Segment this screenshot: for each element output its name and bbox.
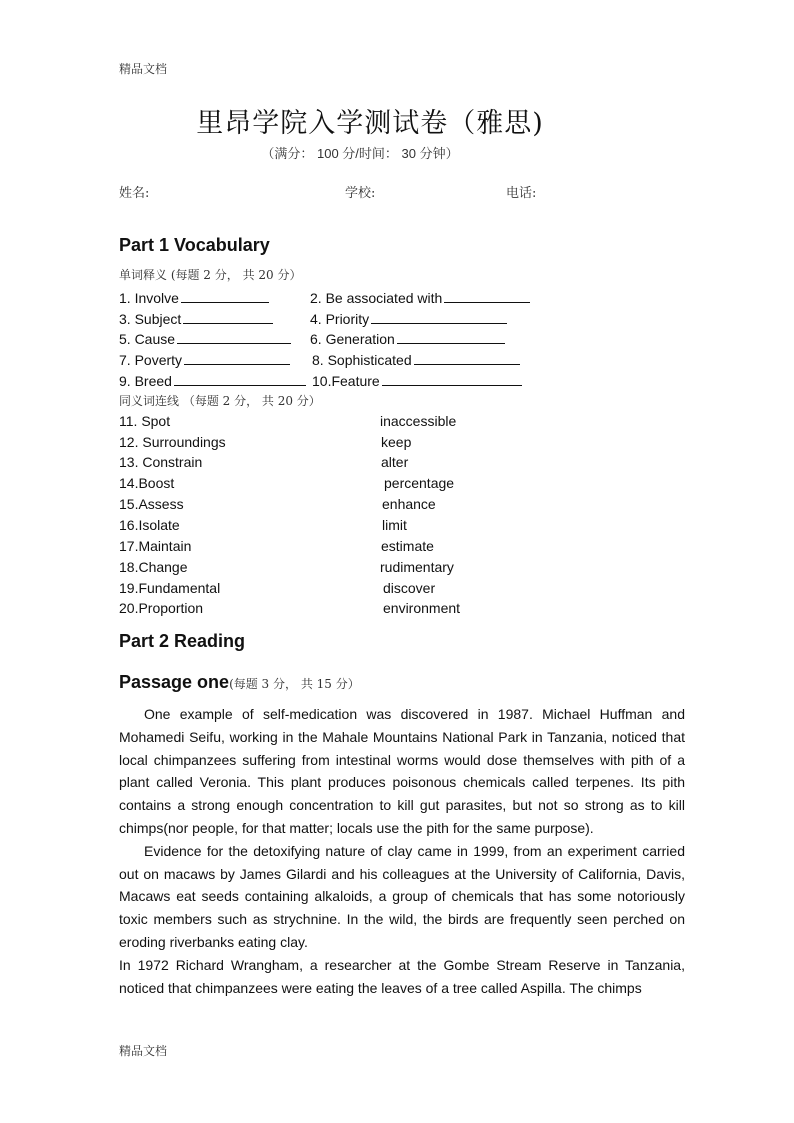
phone-field-label: 电话:	[506, 186, 537, 201]
page-title: 里昂学院入学测试卷（雅思)	[196, 108, 544, 139]
synonym-right: inaccessible	[380, 413, 457, 429]
synonym-right: keep	[381, 434, 412, 450]
part2-heading: Part 2 Reading	[119, 631, 246, 651]
synonym-left: 20.Proportion	[119, 600, 204, 616]
synonym-left: 19.Fundamental	[119, 580, 221, 596]
definition-item: 1. Involve	[119, 288, 269, 306]
synonym-right: enhance	[382, 496, 436, 512]
passage-paragraph: One example of self-medication was discovered in 1987. Michael Huffman and Mohamedi Seifu, working in the Mahale Mountains National Park in Tanzania, noticed that local chimpanzees suffering from intestinal worms would dose themselves with pith of a plant called Veronia. This plant produces poisonous chemicals called terpenes. Its pith contains a strong enough concentration to kill gut parasites, but not so strong as to kill chimps(nor people, for that matter; locals use the pith for the same purpose).	[119, 706, 685, 836]
page-subtitle: （满分： 100 分/时间： 30 分钟）	[261, 146, 459, 161]
synonym-right: environment	[383, 600, 461, 616]
definition-item: 7. Poverty	[119, 350, 290, 368]
passage-title: Passage one	[119, 672, 230, 692]
definition-item: 8. Sophisticated	[312, 350, 520, 368]
passage-paragraph: In 1972 Richard Wrangham, a researcher at the Gombe Stream Reserve in Tanzania, noticed that chimpanzees were eating the leaves of a tree called Aspilla. The chimps	[119, 956, 685, 996]
synonym-right: estimate	[381, 538, 434, 554]
synonyms-note: 同义词连线 （每题 2 分， 共 20 分）	[119, 394, 321, 408]
synonym-left: 12. Surroundings	[119, 434, 226, 450]
synonym-left: 16.Isolate	[119, 517, 180, 533]
synonym-right: limit	[382, 517, 407, 533]
school-field-label: 学校:	[345, 186, 376, 201]
definition-item: 5. Cause	[119, 329, 291, 347]
synonym-right: discover	[383, 580, 436, 596]
definition-item: 4. Priority	[310, 309, 507, 327]
part1-heading: Part 1 Vocabulary	[119, 235, 270, 255]
synonym-left: 13. Constrain	[119, 454, 203, 470]
synonym-right: rudimentary	[380, 559, 454, 575]
synonym-left: 18.Change	[119, 559, 188, 575]
definition-item: 2. Be associated with	[310, 288, 530, 306]
passage-body	[119, 703, 685, 999]
definition-item: 6. Generation	[310, 329, 505, 347]
synonym-left: 14.Boost	[119, 475, 175, 491]
footer-watermark: 精品文档	[119, 1044, 168, 1058]
definition-item: 3. Subject	[119, 309, 273, 327]
synonym-right: alter	[381, 454, 409, 470]
name-field-label: 姓名:	[119, 186, 150, 201]
synonym-left: 15.Assess	[119, 496, 184, 512]
passage-paragraph: Evidence for the detoxifying nature of clay came in 1999, from an experiment carried out on macaws by James Gilardi and his colleagues at the University of California, Davis, Macaws eat seeds containing alkaloids, a group of chemicals that has some notoriously toxic members such as strychnine. In the wild, the birds are frequently seen perched on eroding riverbanks eating clay.	[119, 842, 685, 950]
passage-note: (每题 3 分， 共 15 分）	[229, 677, 360, 691]
definition-item: 10.Feature	[312, 371, 522, 389]
synonym-left: 11. Spot	[119, 413, 171, 429]
passage-heading	[119, 672, 360, 693]
definitions-note: 单词释义 (每题 2 分， 共 20 分）	[119, 268, 302, 282]
definition-item: 9. Breed	[119, 371, 306, 389]
synonym-left: 17.Maintain	[119, 538, 192, 554]
header-watermark: 精品文档	[119, 62, 168, 76]
synonym-right: percentage	[384, 475, 455, 491]
